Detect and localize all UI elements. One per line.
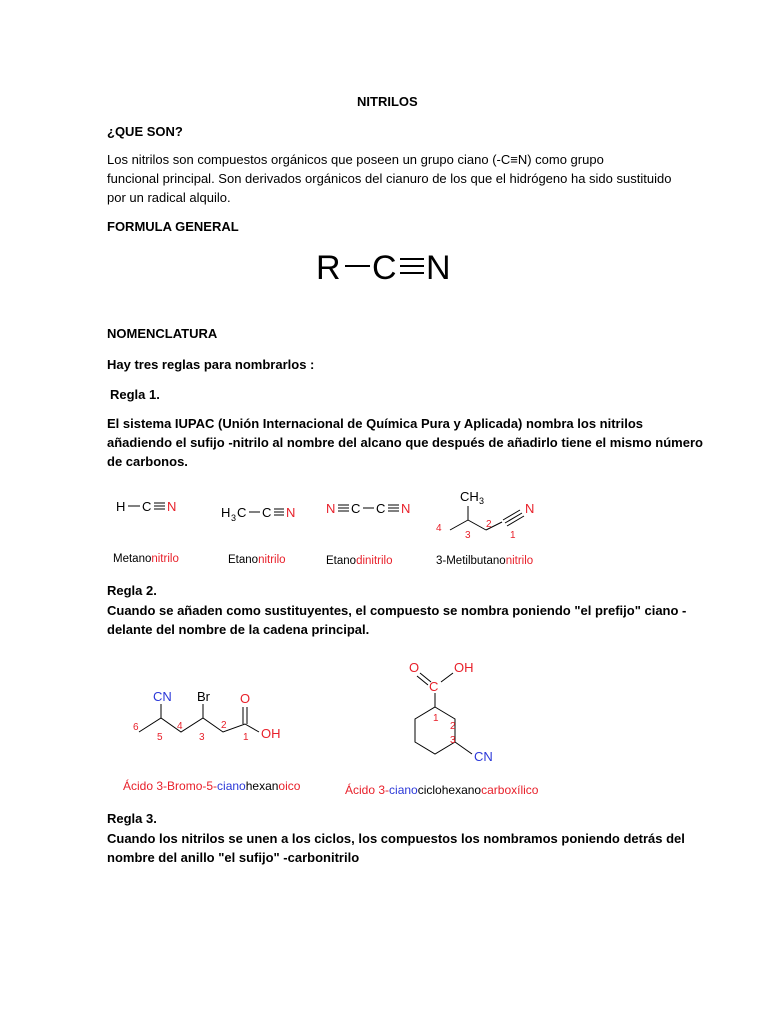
svg-text:Br: Br	[197, 689, 210, 704]
svg-text:4: 4	[436, 523, 442, 534]
svg-text:N: N	[286, 505, 296, 520]
svg-text:1: 1	[510, 530, 516, 541]
compound-name-etanonitrilo: Etanonitrilo	[228, 554, 286, 566]
svg-text:CN: CN	[474, 749, 493, 764]
svg-text:2: 2	[450, 721, 456, 732]
svg-text:3: 3	[465, 530, 471, 541]
svg-text:C: C	[376, 501, 386, 516]
svg-text:C: C	[262, 505, 272, 520]
que-son-heading: ¿QUE SON?	[107, 124, 183, 139]
metilbutanonitrilo-structure	[428, 482, 548, 546]
svg-text:3: 3	[479, 496, 485, 506]
bromo-cianohexanoico-structure	[125, 684, 295, 748]
formula-r: R	[316, 249, 341, 287]
general-formula-structure	[312, 244, 462, 288]
svg-text:6: 6	[133, 722, 139, 733]
compound-name-cianociclohexanocarboxilico: Ácido 3-cianociclohexanocarboxílico	[345, 783, 539, 797]
regla3-heading: Regla 3.	[107, 811, 157, 826]
svg-text:N: N	[401, 501, 411, 516]
metanonitrilo-structure	[112, 494, 192, 518]
svg-text:C: C	[351, 501, 361, 516]
svg-text:C: C	[237, 505, 247, 520]
svg-text:N: N	[167, 499, 177, 514]
etanodinitrilo-structure	[323, 496, 418, 520]
cianociclohexanocarboxilico-structure	[400, 656, 520, 776]
svg-text:OH: OH	[454, 660, 474, 675]
svg-text:O: O	[240, 691, 251, 706]
svg-text:H: H	[116, 499, 126, 514]
regla1-line: añadiendo el sufijo -nitrilo al nombre del alcano que después de añadirlo tiene el mismo número	[107, 435, 703, 450]
que-son-line: por un radical alquilo.	[107, 190, 231, 205]
formula-n: N	[426, 249, 451, 287]
svg-text:CN: CN	[153, 689, 172, 704]
compound-name-metanonitrilo: Metanonitrilo	[113, 553, 179, 565]
formula-c: C	[372, 249, 397, 287]
svg-text:C: C	[142, 499, 152, 514]
svg-text:3: 3	[199, 732, 205, 743]
svg-text:2: 2	[221, 720, 227, 731]
svg-text:N: N	[326, 501, 336, 516]
svg-text:1: 1	[243, 732, 249, 743]
page-title: NITRILOS	[357, 94, 418, 109]
svg-text:O: O	[409, 660, 420, 675]
que-son-line: funcional principal. Son derivados orgánicos del cianuro de los que el hidrógeno ha sido sustituido	[107, 171, 672, 186]
regla1-line: El sistema IUPAC (Unión Internacional de Química Pura y Aplicada) nombra los nitrilos	[107, 416, 644, 431]
nomenclatura-heading: NOMENCLATURA	[107, 326, 218, 341]
que-son-line: Los nitrilos son compuestos orgánicos que poseen un grupo ciano (-C≡N) como grupo	[107, 152, 604, 167]
svg-text:N: N	[525, 501, 535, 516]
svg-text:3: 3	[450, 735, 456, 746]
nomenclatura-intro: Hay tres reglas para nombrarlos :	[107, 357, 315, 372]
regla2-line: delante del nombre de la cadena principal.	[107, 622, 370, 637]
svg-text:5: 5	[157, 732, 163, 743]
svg-text:OH: OH	[261, 726, 281, 741]
svg-text:4: 4	[177, 721, 183, 732]
svg-text:1: 1	[433, 713, 439, 724]
svg-text:CH: CH	[460, 489, 479, 504]
compound-name-metilbutanonitrilo: 3-Metilbutanonitrilo	[436, 555, 534, 567]
svg-text:C: C	[429, 679, 439, 694]
regla2-heading: Regla 2.	[107, 583, 157, 598]
regla2-line: Cuando se añaden como sustituyentes, el compuesto se nombra poniendo "el prefijo" ciano -	[107, 603, 687, 618]
regla3-line: Cuando los nitrilos se unen a los ciclos, los compuestos los nombramos poniendo detrás del	[107, 831, 685, 846]
svg-text:H: H	[221, 505, 231, 520]
regla1-line: de carbonos.	[107, 454, 188, 469]
compound-name-bromo-cianohexanoico: Ácido 3-Bromo-5-cianohexanoico	[123, 779, 301, 793]
regla1-heading: Regla 1.	[110, 387, 160, 402]
formula-heading: FORMULA GENERAL	[107, 219, 239, 234]
svg-text:2: 2	[486, 519, 492, 530]
svg-text:3: 3	[231, 513, 237, 523]
etanonitrilo-structure	[218, 500, 308, 526]
compound-name-etanodinitrilo: Etanodinitrilo	[326, 555, 393, 567]
regla3-line: nombre del anillo "el sufijo" -carbonitrilo	[107, 850, 360, 865]
